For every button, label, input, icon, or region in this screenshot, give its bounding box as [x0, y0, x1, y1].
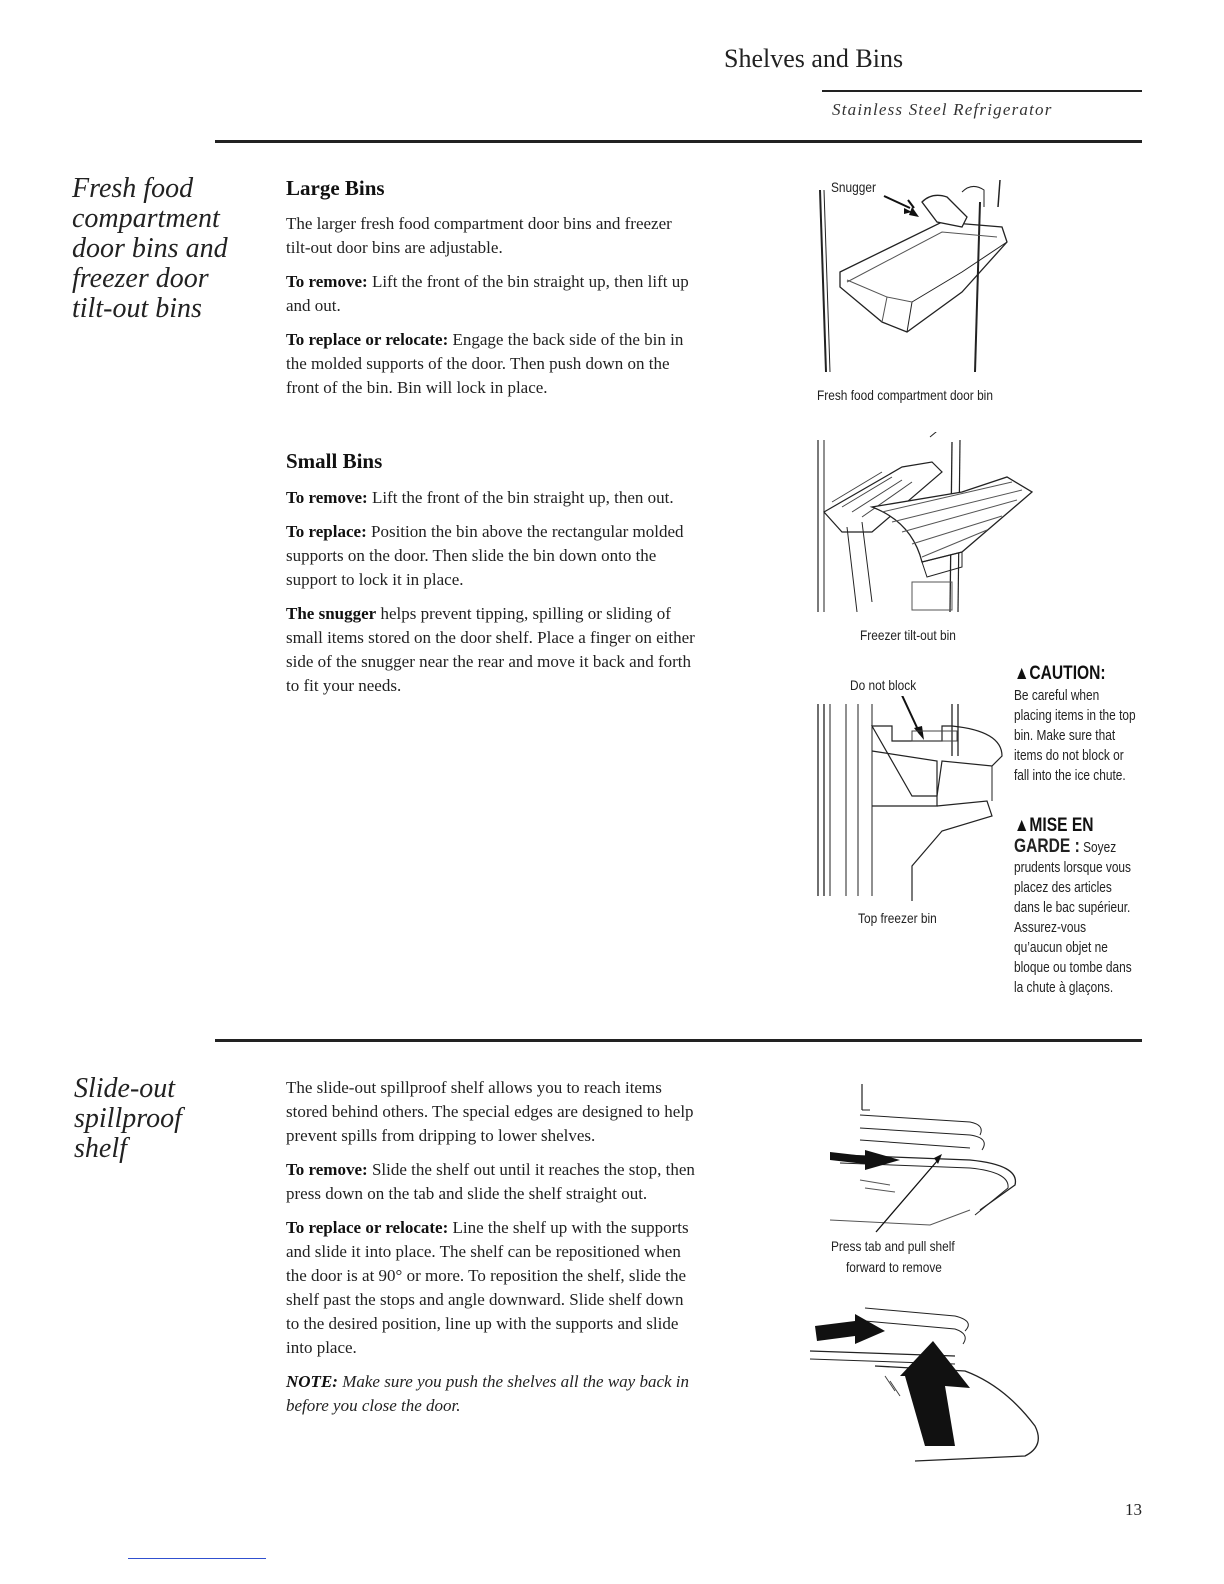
side-heading-line: spillproof: [74, 1103, 182, 1134]
replace-text: Position the bin above the rectangular molded supports on the door. Then slide the bin down onto the support to lock it in place.: [286, 522, 684, 589]
warning-triangle-icon: ▲: [1014, 815, 1030, 836]
remove-label: To remove:: [286, 1160, 368, 1179]
large-bins-replace: [286, 328, 696, 400]
remove-label: To remove:: [286, 272, 368, 291]
top-freezer-bin-illustration: [812, 696, 1012, 906]
mise-en-garde-body: Soyez prudents lorsque vous placez des articles dans le bac supérieur. Assurez-vous qu’aucun objet ne bloque ou tombe dans la chute à glaçons.: [1014, 840, 1132, 996]
shelf-replace: [286, 1216, 696, 1360]
small-bins-replace: [286, 520, 696, 592]
shelf-intro: The slide-out spillproof shelf allows you to reach items stored behind others. The special edges are designed to help prevent spills from dripping to lower shelves.: [286, 1078, 694, 1145]
note-label: NOTE:: [286, 1372, 338, 1391]
side-heading-line: shelf: [74, 1133, 127, 1164]
fresh-bin-caption: Fresh food compartment door bin: [817, 387, 993, 403]
caution-heading-text: CAUTION:: [1029, 663, 1106, 684]
freezer-tilt-out-bin-illustration: [812, 432, 1042, 622]
replace-label: To replace or relocate:: [286, 330, 449, 349]
replace-text: Engage the back side of the bin in the molded supports of the door. Then push down on the front of the bin. Bin will lock in place.: [286, 330, 684, 397]
press-tab-caption-line1: Press tab and pull shelf: [831, 1238, 955, 1254]
reposition-shelf-illustration: [805, 1296, 1045, 1476]
snugger-callout: Snugger: [831, 179, 876, 195]
remove-label: To remove:: [286, 488, 368, 507]
warning-triangle-icon: ▲: [1014, 663, 1030, 684]
snugger-paragraph: [286, 602, 696, 698]
side-heading-line: Slide-out: [74, 1073, 176, 1104]
small-bins-body: [286, 486, 696, 708]
large-bins-remove: [286, 270, 696, 318]
snugger-label: The snugger: [286, 604, 377, 623]
side-heading-shelf: [74, 1074, 182, 1164]
replace-text: Line the shelf up with the supports and slide it into place. The shelf can be repositioned when the door is at 90° or more. To reposition the shelf, slide the shelf past the stops and angle downward. Slide shelf down to the desired position, line up with the supports and slide into place.: [286, 1218, 689, 1357]
caution-heading: [1014, 663, 1137, 685]
large-bins-body: [286, 212, 696, 410]
fresh-food-door-bin-illustration: [812, 172, 1032, 382]
mise-en-garde-heading-2: GARDE :: [1014, 836, 1080, 857]
press-tab-shelf-illustration: [820, 1080, 1030, 1240]
shelf-remove: [286, 1158, 696, 1206]
header-rule: [822, 90, 1142, 92]
note-text: Make sure you push the shelves all the way back in before you close the door.: [286, 1372, 690, 1415]
footer-link-rule: [128, 1558, 266, 1559]
freezer-bin-caption: Freezer tilt-out bin: [860, 627, 956, 643]
snugger-text: helps prevent tipping, spilling or sliding of small items stored on the door shelf. Place a finger on either side of the snugger near the rear and move it back and forth to fit your needs.: [286, 604, 695, 695]
top-freezer-caption: Top freezer bin: [858, 910, 937, 926]
replace-label: To replace or relocate:: [286, 1218, 449, 1237]
side-heading-bins: [72, 174, 228, 324]
small-bins-remove: [286, 486, 696, 510]
section-divider: [215, 1039, 1142, 1042]
page-subtitle: Stainless Steel Refrigerator: [832, 100, 1053, 119]
side-heading-line: freezer door: [72, 263, 209, 294]
side-heading-line: tilt-out bins: [72, 293, 202, 324]
shelf-note: [286, 1370, 696, 1418]
spillproof-shelf-body: [286, 1076, 696, 1428]
remove-text: Lift the front of the bin straight up, then lift up and out.: [286, 272, 689, 315]
side-heading-line: Fresh food: [72, 173, 194, 204]
mise-en-garde-block: [1014, 815, 1164, 998]
caution-text: Be careful when placing items in the top bin. Make sure that items do not block or fall into the ice chute.: [1014, 688, 1136, 784]
mise-en-garde-text: [1014, 837, 1137, 998]
press-tab-caption-line2: forward to remove: [846, 1259, 942, 1275]
mise-en-garde-heading-1: MISE EN: [1029, 815, 1094, 836]
remove-text: Slide the shelf out until it reaches the stop, then press down on the tab and slide the shelf straight out.: [286, 1160, 695, 1203]
page-title: Shelves and Bins: [724, 44, 904, 73]
do-not-block-callout: Do not block: [850, 677, 917, 693]
replace-label: To replace:: [286, 522, 367, 541]
caution-block: [1014, 663, 1164, 786]
mise-en-garde-heading: [1014, 815, 1137, 837]
large-bins-heading: Large Bins: [286, 176, 385, 200]
side-heading-line: compartment: [72, 203, 220, 234]
remove-text: Lift the front of the bin straight up, then out.: [371, 488, 674, 507]
small-bins-heading: Small Bins: [286, 449, 383, 473]
large-bins-intro: The larger fresh food compartment door bins and freezer tilt-out door bins are adjustable.: [286, 214, 672, 257]
page-number: 13: [1125, 1500, 1142, 1519]
section-divider: [215, 140, 1142, 143]
side-heading-line: door bins and: [72, 233, 228, 264]
